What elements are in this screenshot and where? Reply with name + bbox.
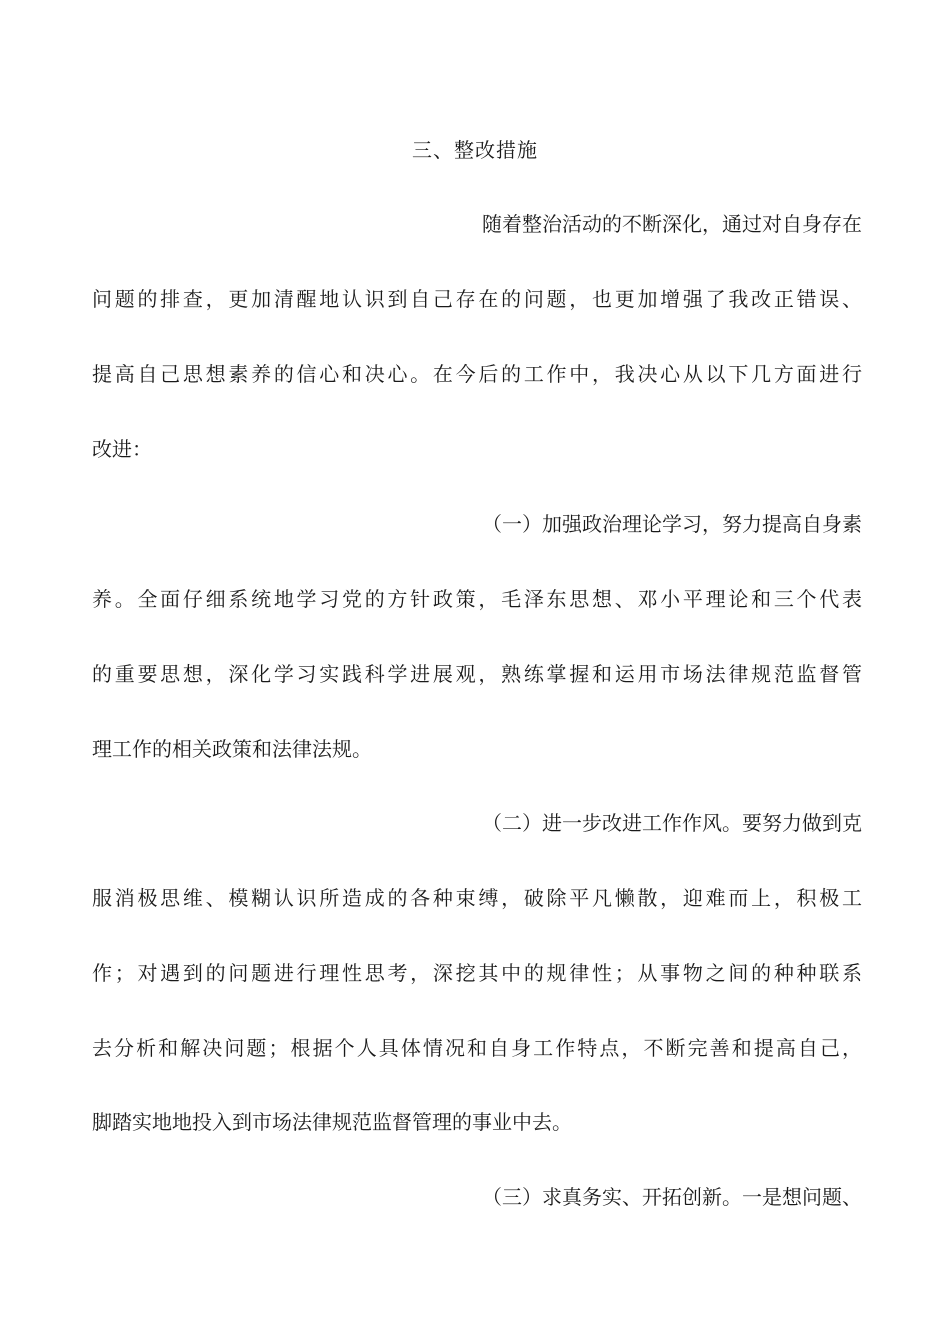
paragraph-3-line-4: 去分析和解决问题；根据个人具体情况和自身工作特点，不断完善和提高自己，: [92, 1036, 862, 1060]
paragraph-3-line-2: 服消极思维、模糊认识所造成的各种束缚，破除平凡懒散，迎难而上，积极工: [92, 886, 862, 910]
paragraph-2-line-1: （一）加强政治理论学习，努力提高自身素: [482, 512, 862, 536]
paragraph-4-line-1: （三）求真务实、开拓创新。一是想问题、: [482, 1185, 862, 1209]
paragraph-1-line-2: 问题的排查，更加清醒地认识到自己存在的问题，也更加增强了我改正错误、: [92, 287, 862, 311]
paragraph-2-line-4: 理工作的相关政策和法律法规。: [92, 737, 372, 761]
paragraph-1-line-4: 改进：: [92, 437, 152, 461]
paragraph-3-line-1: （二）进一步改进工作作风。要努力做到克: [482, 811, 862, 835]
paragraph-2-line-2: 养。全面仔细系统地学习党的方针政策，毛泽东思想、邓小平理论和三个代表: [92, 587, 862, 611]
paragraph-1-line-1: 随着整治活动的不断深化，通过对自身存在: [482, 212, 862, 236]
section-heading: 三、整改措施: [412, 138, 538, 162]
paragraph-2-line-3: 的重要思想，深化学习实践科学进展观，熟练掌握和运用市场法律规范监督管: [92, 662, 862, 686]
paragraph-1-line-3: 提高自己思想素养的信心和决心。在今后的工作中，我决心从以下几方面进行: [92, 362, 862, 386]
paragraph-3-line-3: 作；对遇到的问题进行理性思考，深挖其中的规律性；从事物之间的种种联系: [92, 961, 862, 985]
paragraph-3-line-5: 脚踏实地地投入到市场法律规范监督管理的事业中去。: [92, 1110, 572, 1134]
